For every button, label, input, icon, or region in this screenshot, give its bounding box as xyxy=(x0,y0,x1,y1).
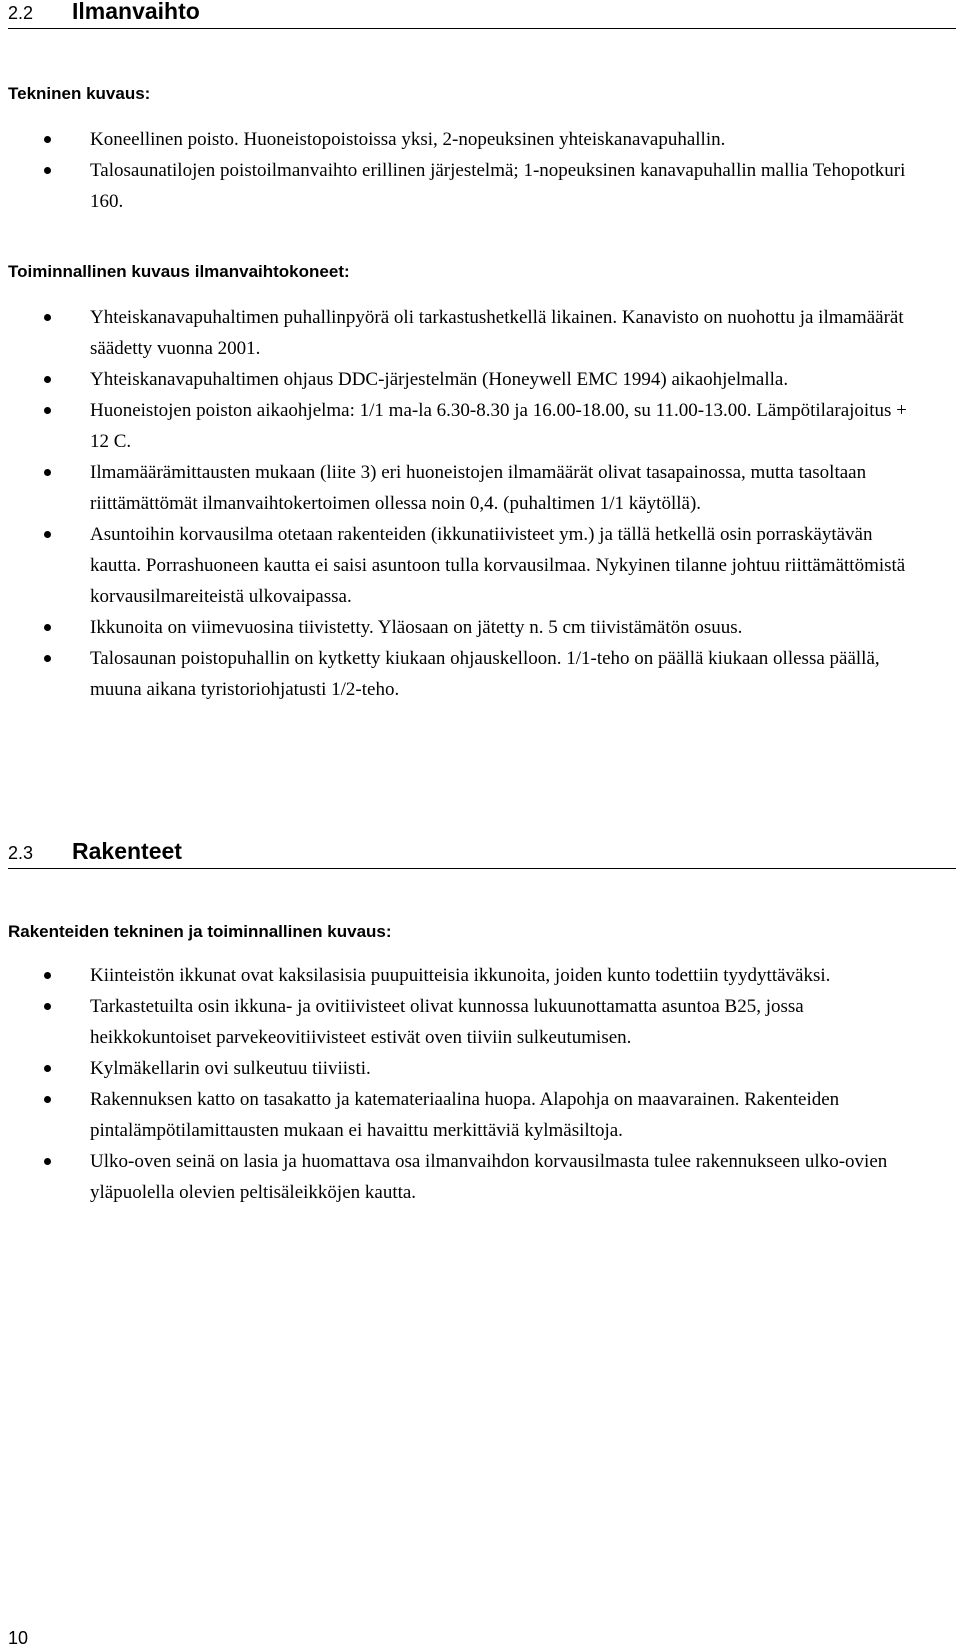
list-item: Rakennuksen katto on tasakatto ja katemateriaalina huopa. Alapohja on maavarainen. Rakenteiden pintalämpötilamittausten mukaan ei havaittu merkittäviä kylmäsiltoja. xyxy=(0,1084,920,1146)
list-item: Yhteiskanavapuhaltimen puhallinpyörä oli tarkastushetkellä likainen. Kanavisto on nuohottu ja ilmamäärät säädetty vuonna 2001. xyxy=(0,302,920,364)
section-title: Ilmanvaihto xyxy=(72,0,200,24)
list-item: Yhteiskanavapuhaltimen ohjaus DDC-järjestelmän (Honeywell EMC 1994) aikaohjelmalla. xyxy=(0,364,920,395)
section-heading-rakenteet xyxy=(8,838,956,869)
page-number: 10 xyxy=(8,1628,29,1648)
technical-description-heading: Tekninen kuvaus: xyxy=(8,84,151,103)
functional-description-list xyxy=(0,302,920,705)
structures-description-heading: Rakenteiden tekninen ja toiminnallinen kuvaus: xyxy=(8,922,392,941)
structures-description-list xyxy=(0,960,920,1208)
list-item: Talosaunan poistopuhallin on kytketty kiukaan ohjauskelloon. 1/1-teho on päällä kiukaan ollessa päällä, muuna aikana tyristoriohjatusti 1/2-teho. xyxy=(0,643,920,705)
functional-description-heading: Toiminnallinen kuvaus ilmanvaihtokoneet: xyxy=(8,262,350,281)
section-heading-ilmanvaihto xyxy=(8,0,956,29)
section-number: 2.2 xyxy=(8,3,34,23)
list-item: Kylmäkellarin ovi sulkeutuu tiiviisti. xyxy=(0,1053,920,1084)
section-title: Rakenteet xyxy=(72,838,182,864)
list-item: Asuntoihin korvausilma otetaan rakenteiden (ikkunatiivisteet ym.) ja tällä hetkellä osin porraskäytävän kautta. Porrashuoneen kautta ei saisi asuntoon tulla korvausilmaa. Nykyinen tilanne johtuu riittämättömistä korvausilmareiteistä ulkovaipassa. xyxy=(0,519,920,612)
section-number: 2.3 xyxy=(8,843,34,863)
list-item: Ikkunoita on viimevuosina tiivistetty. Yläosaan on jätetty n. 5 cm tiivistämätön osuus. xyxy=(0,612,920,643)
list-item: Koneellinen poisto. Huoneistopoistoissa yksi, 2-nopeuksinen yhteiskanavapuhallin. xyxy=(0,124,920,155)
list-item: Tarkastetuilta osin ikkuna- ja ovitiivisteet olivat kunnossa lukuunottamatta asuntoa B25, jossa heikkokuntoiset parvekeovitiivisteet estivät oven tiiviin sulkeutumisen. xyxy=(0,991,920,1053)
list-item: Kiinteistön ikkunat ovat kaksilasisia puupuitteisia ikkunoita, joiden kunto todettiin tyydyttäväksi. xyxy=(0,960,920,991)
list-item: Talosaunatilojen poistoilmanvaihto erillinen järjestelmä; 1-nopeuksinen kanavapuhallin mallia Tehopotkuri 160. xyxy=(0,155,920,217)
list-item: Ilmamäärämittausten mukaan (liite 3) eri huoneistojen ilmamäärät olivat tasapainossa, mutta tasoltaan riittämättömät ilmanvaihtokertoimen ollessa noin 0,4. (puhaltimen 1/1 käytöllä). xyxy=(0,457,920,519)
technical-description-list xyxy=(0,124,920,217)
list-item: Huoneistojen poiston aikaohjelma: 1/1 ma-la 6.30-8.30 ja 16.00-18.00, su 11.00-13.00. Lämpötilarajoitus + 12 C. xyxy=(0,395,920,457)
list-item: Ulko-oven seinä on lasia ja huomattava osa ilmanvaihdon korvausilmasta tulee rakennukseen ulko-ovien yläpuolella olevien peltisäleikköjen kautta. xyxy=(0,1146,920,1208)
